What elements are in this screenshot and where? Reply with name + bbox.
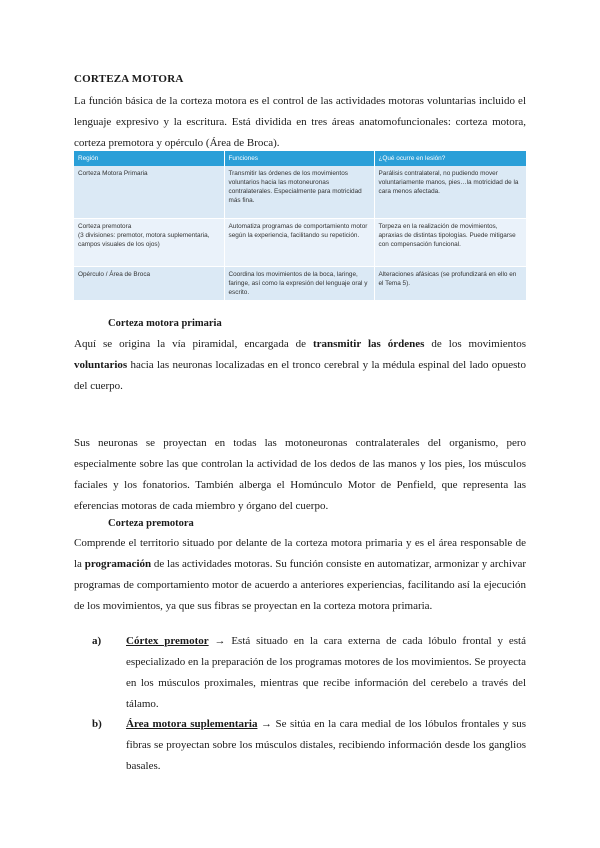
list-marker: a): [92, 635, 102, 647]
table-row: [74, 266, 526, 300]
list-item-body: → Está situado en la cara externa de cada lóbulo frontal y está especializado en la preparación de los programas motores de los movimientos. Se proyecta en los músculos proximales, mientras que recibe información del cerebelo a través del tálamo.: [126, 635, 526, 710]
keyword-programming: programación: [84, 558, 152, 570]
text-span: de las actividades motoras. Su función consiste en automatizar, armonizar y archivar programas de comportamiento motor de acuerdo a anteriores experiencias, facilitando así la ejecución de los movimientos, ya que sus fibras se proyectan en la corteza motora primaria.: [74, 558, 526, 612]
section-heading-primary-motor: Corteza motora primaria: [108, 318, 222, 329]
premotor-paragraph: [74, 533, 526, 617]
text-span: de los movimientos: [424, 338, 526, 350]
keyword-voluntary: voluntarios: [74, 359, 128, 371]
list-item: [92, 714, 526, 777]
list-item-term: Área motora suplementaria: [126, 718, 258, 730]
table-header-cell: Región: [74, 151, 224, 166]
table-cell: Parálisis contralateral, no pudiendo mover voluntariamente manos, pies…la motricidad de la cara menos afectada.: [374, 166, 526, 218]
table-cell: Alteraciones afásicas (se profundizará en ello en el Tema 5).: [374, 266, 526, 300]
table-row: [74, 218, 526, 266]
list-item-text: [126, 714, 526, 777]
list-marker: b): [92, 718, 102, 730]
list-item-body: → Se sitúa en la cara medial de los lóbulos frontales y sus fibras se proyectan sobre los músculos distales, recibiendo información desde los ganglios basales.: [126, 718, 527, 772]
table-cell: Corteza premotora (3 divisiones: premotor, motora suplementaria, campos visuales de los ojos): [74, 218, 224, 266]
list-item-text: [126, 631, 526, 715]
table-cell: Corteza Motora Primaria: [74, 166, 224, 218]
table-header-cell: Funciones: [224, 151, 374, 166]
primary-motor-paragraph-2: Sus neuronas se proyectan en todas las motoneuronas contralaterales del organismo, pero especialmente sobre las que controlan la actividad de los dedos de las manos y los pies, los músculos faciales y los fonatorios. También alberga el Homúnculo Motor de Penfield, que representa las eferencias motoras de cada miembro y órgano del cuerpo.: [74, 437, 526, 512]
table-cell: Torpeza en la realización de movimientos, apraxias de distintas tipologías. Puede mitigarse con compensación funcional.: [374, 218, 526, 266]
table-cell: Opérculo / Área de Broca: [74, 266, 224, 300]
list-item: [92, 631, 526, 715]
document-title: CORTEZA MOTORA: [74, 73, 184, 85]
keyword-transmit: transmitir las órdenes: [312, 338, 425, 350]
text-span: Aquí se origina la vía piramidal, encargada de: [74, 338, 313, 350]
primary-motor-paragraph-1: [74, 334, 526, 397]
table-row: [74, 166, 526, 218]
text-span: hacia las neuronas localizadas en el tronco cerebral y la médula espinal del lado opuesto del cuerpo.: [74, 359, 526, 392]
list-item-term: Córtex premotor: [126, 635, 209, 647]
table-cell: Coordina los movimientos de la boca, laringe, faringe, así como la expresión del lenguaje oral y escrito.: [224, 266, 374, 300]
table-header-cell: ¿Qué ocurre en lesión?: [374, 151, 526, 166]
table-header-row: [74, 151, 526, 166]
section-heading-premotor: Corteza premotora: [108, 518, 194, 529]
text-span: Comprende el territorio situado por delante de la corteza motora primaria y es el área responsable de la: [74, 537, 526, 570]
table-cell: Transmitir las órdenes de los movimientos voluntarios hacia las motoneuronas contralaterales. Especialmente para motricidad más fina.: [224, 166, 374, 218]
intro-paragraph: La función básica de la corteza motora es el control de las actividades motoras voluntarias incluido el lenguaje expresivo y la escritura. Está dividida en tres áreas anatomofuncionales: corteza motora, corteza premotora y opérculo (Área de Broca).: [74, 95, 526, 149]
table-cell: Automatiza programas de comportamiento motor según la experiencia, facilitando su repetición.: [224, 218, 374, 266]
regions-table: [74, 151, 527, 301]
